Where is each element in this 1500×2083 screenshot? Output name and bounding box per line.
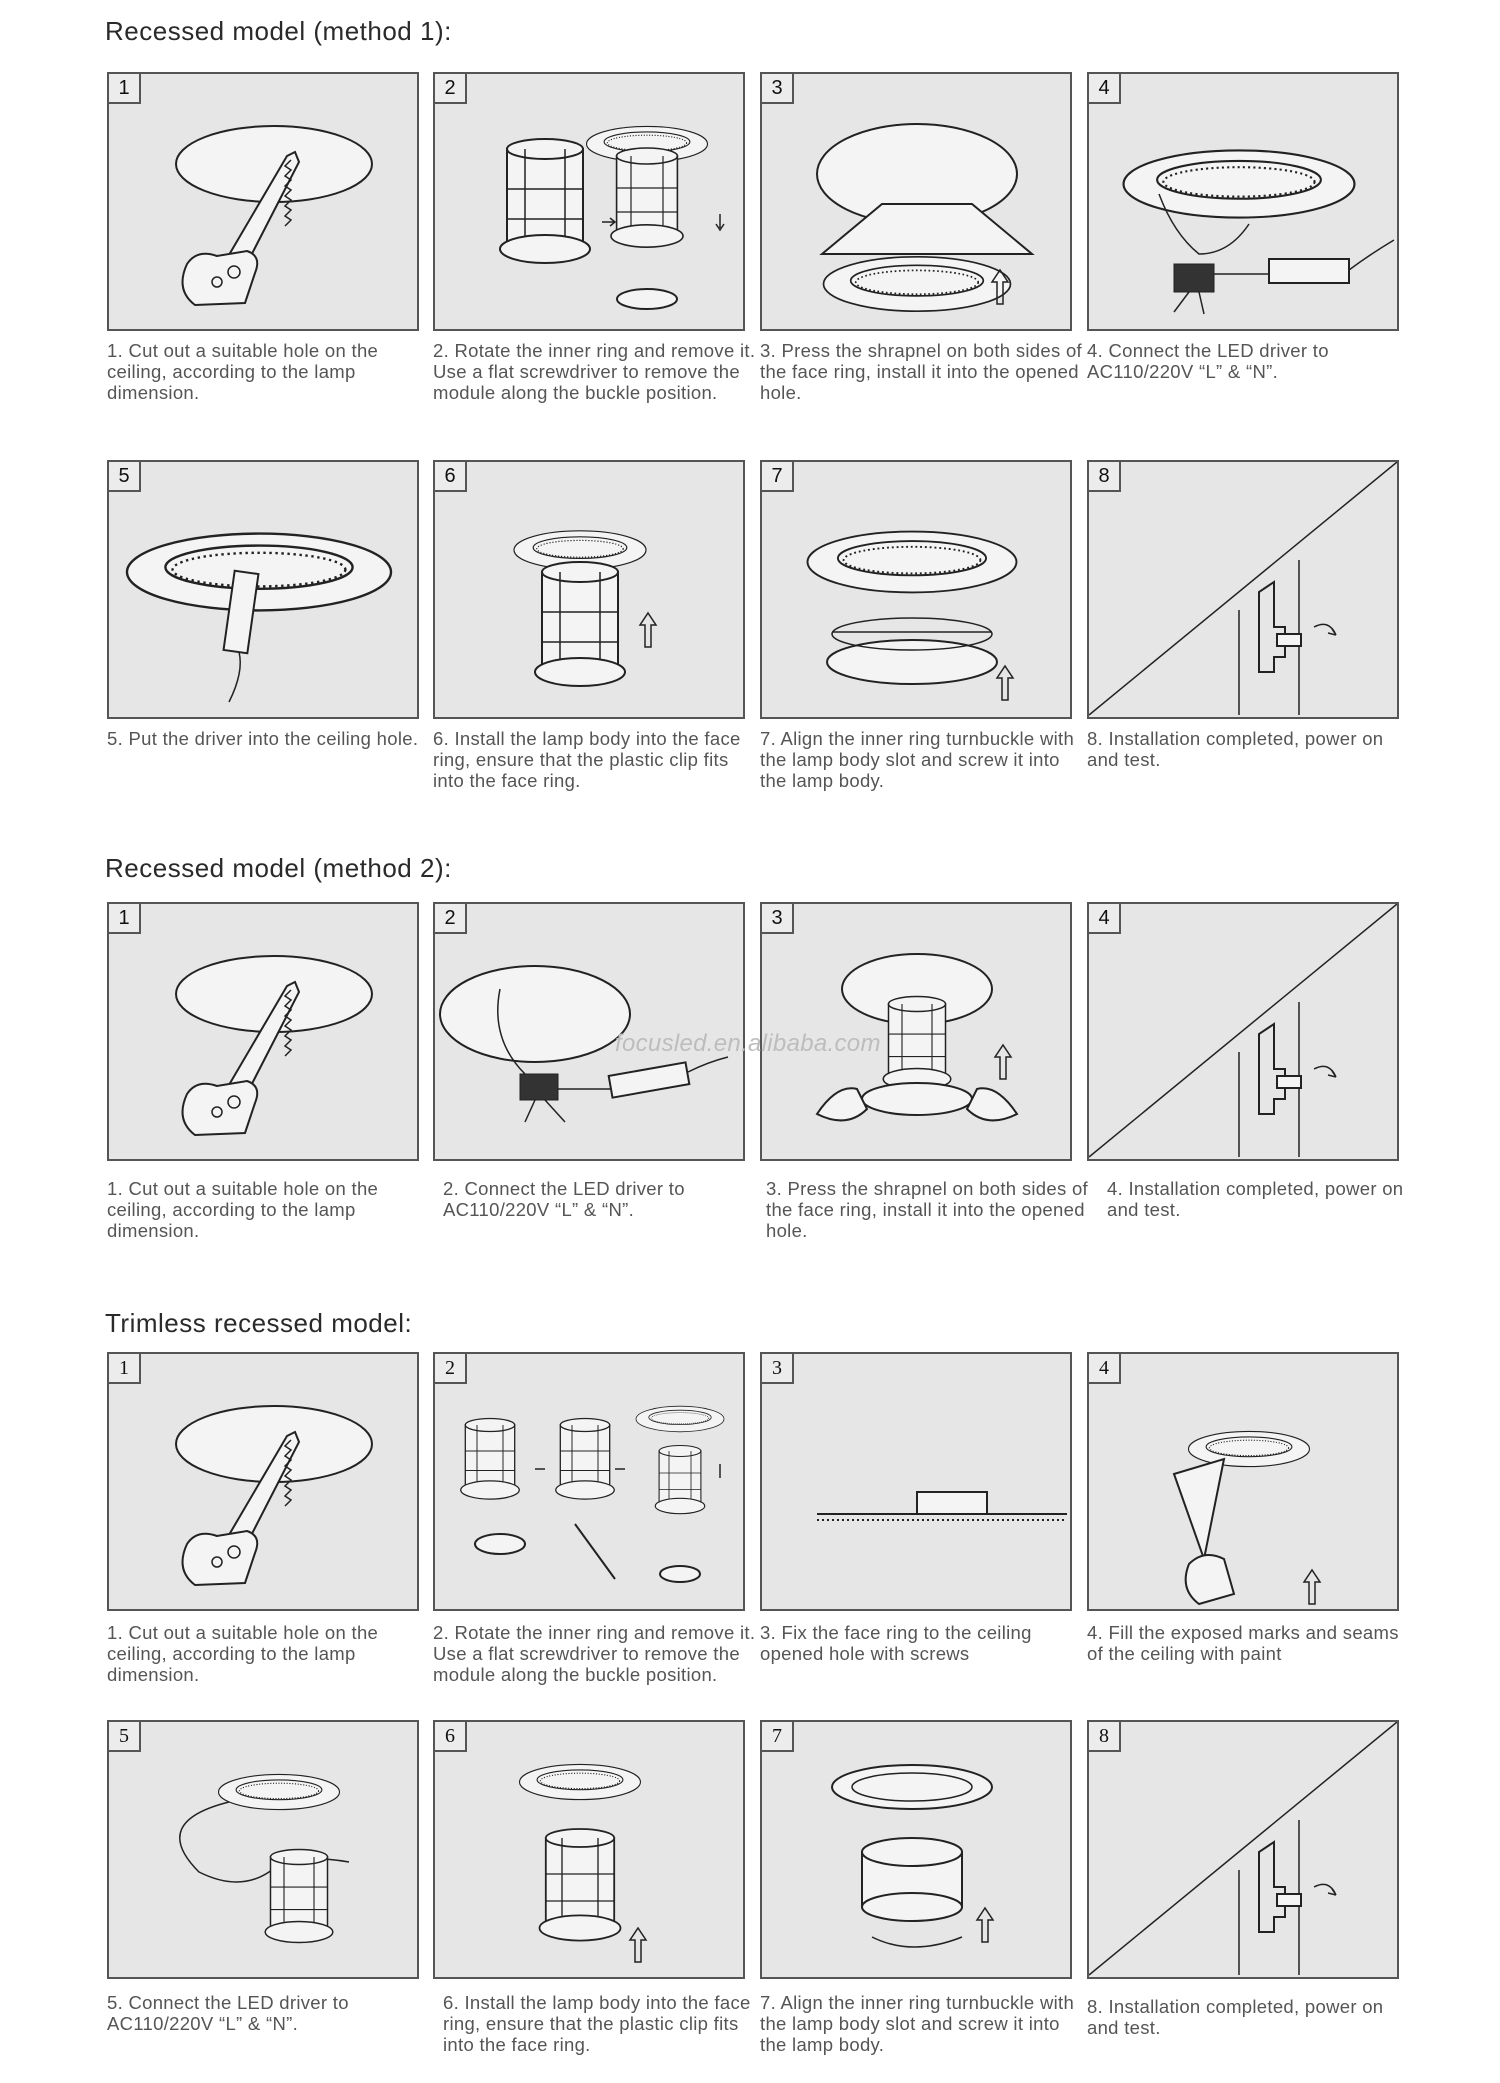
step-caption: 8. Installation completed, power on and test. [1087, 728, 1384, 770]
step-caption: 8. Installation completed, power on and test. [1087, 1996, 1384, 2038]
step-caption: 1. Cut out a suitable hole on the ceiling, according to the lamp dimension. [107, 1178, 379, 1241]
step-caption: 2. Connect the LED driver to AC110/220V “L” & “N”. [443, 1178, 685, 1220]
step-number: 5 [109, 462, 141, 492]
step-caption: 5. Put the driver into the ceiling hole. [107, 728, 419, 749]
step-caption: 3. Fix the face ring to the ceiling opened hole with screws [760, 1622, 1032, 1664]
step-number: 6 [435, 1722, 467, 1752]
step-caption: 2. Rotate the inner ring and remove it. Use a flat screwdriver to remove the module along the buckle position. [433, 1622, 756, 1685]
illustration-connect-driver [107, 1720, 419, 1979]
illustration-connect-driver [1087, 72, 1399, 331]
step-number: 2 [435, 74, 467, 104]
step-caption: 3. Press the shrapnel on both sides of the face ring, install it into the opened hole. [766, 1178, 1088, 1241]
illustration-remove-ring [433, 1352, 745, 1611]
illustration-install-lamp-body [433, 1720, 745, 1979]
step-number: 6 [435, 462, 467, 492]
step-number: 3 [762, 904, 794, 934]
step-caption: 6. Install the lamp body into the face ring, ensure that the plastic clip fits into the face ring. [443, 1992, 751, 2055]
illustration-completed [1087, 1720, 1399, 1979]
illustration-cut-hole [107, 72, 419, 331]
step-caption: 3. Press the shrapnel on both sides of the face ring, install it into the opened hole. [760, 340, 1082, 403]
step-number: 2 [435, 1354, 467, 1384]
watermark: focusled.en.alibaba.com [615, 1030, 881, 1057]
step-caption: 4. Connect the LED driver to AC110/220V “L” & “N”. [1087, 340, 1329, 382]
step-caption: 1. Cut out a suitable hole on the ceiling, according to the lamp dimension. [107, 1622, 379, 1685]
section-title-method-1: Recessed model (method 1): [105, 16, 452, 46]
step-caption: 5. Connect the LED driver to AC110/220V “L” & “N”. [107, 1992, 349, 2034]
step-number: 1 [109, 74, 141, 104]
illustration-completed [1087, 460, 1399, 719]
step-number: 8 [1089, 462, 1121, 492]
step-caption: 6. Install the lamp body into the face ring, ensure that the plastic clip fits into the face ring. [433, 728, 741, 791]
step-caption: 4. Installation completed, power on and test. [1107, 1178, 1404, 1220]
section-title-trimless: Trimless recessed model: [105, 1308, 413, 1338]
illustration-install-lamp-body [433, 460, 745, 719]
illustration-remove-ring [433, 72, 745, 331]
illustration-fix-face-ring [760, 1352, 1072, 1611]
illustration-driver-into-hole [107, 460, 419, 719]
step-number: 3 [762, 1354, 794, 1384]
step-number: 4 [1089, 1354, 1121, 1384]
illustration-align-inner-ring [760, 1720, 1072, 1979]
illustration-cut-hole [107, 1352, 419, 1611]
step-number: 2 [435, 904, 467, 934]
illustration-install-face-ring [760, 72, 1072, 331]
step-caption: 1. Cut out a suitable hole on the ceiling, according to the lamp dimension. [107, 340, 379, 403]
section-title-method-2: Recessed model (method 2): [105, 853, 452, 883]
illustration-fill-paint [1087, 1352, 1399, 1611]
step-number: 1 [109, 1354, 141, 1384]
step-number: 1 [109, 904, 141, 934]
step-caption: 2. Rotate the inner ring and remove it. Use a flat screwdriver to remove the module along the buckle position. [433, 340, 756, 403]
step-caption: 4. Fill the exposed marks and seams of the ceiling with paint [1087, 1622, 1399, 1664]
step-number: 5 [109, 1722, 141, 1752]
step-number: 7 [762, 1722, 794, 1752]
step-number: 4 [1089, 904, 1121, 934]
step-number: 8 [1089, 1722, 1121, 1752]
step-number: 4 [1089, 74, 1121, 104]
step-number: 3 [762, 74, 794, 104]
illustration-cut-hole [107, 902, 419, 1161]
illustration-align-inner-ring [760, 460, 1072, 719]
step-number: 7 [762, 462, 794, 492]
step-caption: 7. Align the inner ring turnbuckle with the lamp body slot and screw it into the lamp body. [760, 728, 1075, 791]
illustration-completed [1087, 902, 1399, 1161]
step-caption: 7. Align the inner ring turnbuckle with the lamp body slot and screw it into the lamp body. [760, 1992, 1075, 2055]
